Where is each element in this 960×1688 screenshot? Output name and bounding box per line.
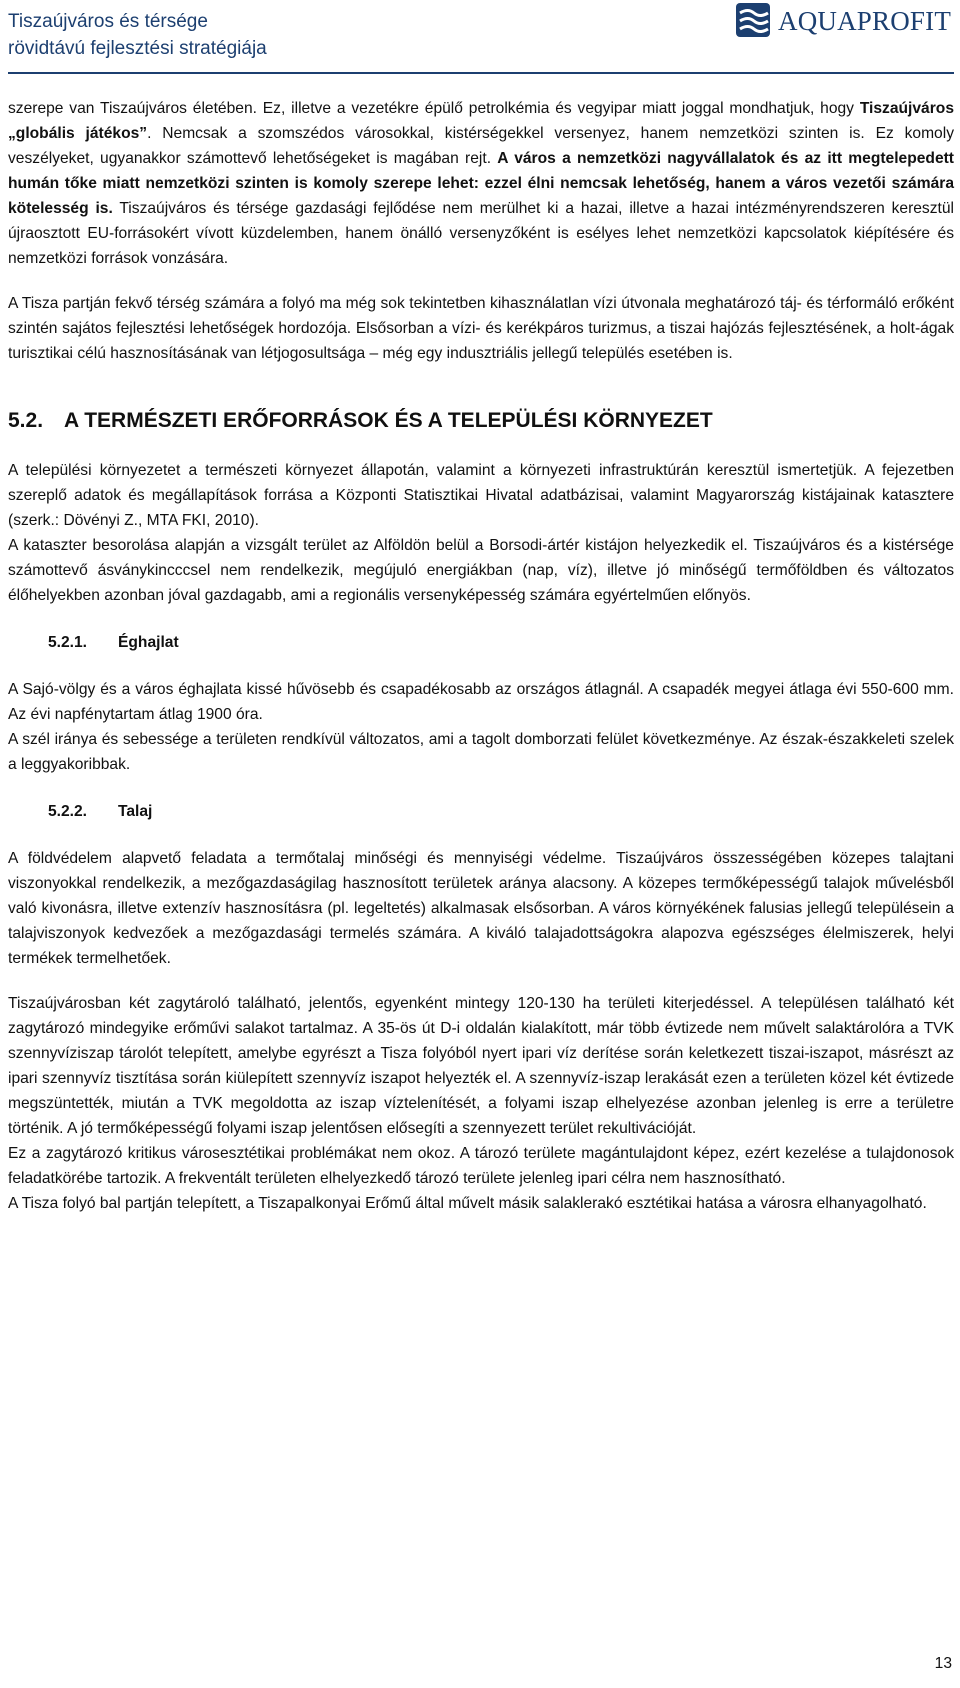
paragraph-text: szerepe van Tiszaújváros életében. Ez, illetve a vezetékre épülő petrolkémia és vegyipar miatt joggal mondhatjuk, hogy xyxy=(8,100,860,117)
paragraph-tailings: Tiszaújvárosban két zagytároló található, jelentős, egyenként mintegy 120-130 ha területi kiterjedéssel. A településen található két zagytározó mindegyike erőművi salakot tartalmaz. A 35-ös út D-i oldalán kialakított, már több évtizede nem művelt salaktárolóra a TVK szennyvíziszap tárolót telepített, amelybe egyrészt a Tisza folyóból nyert ipari víz derítése során keletkezett tiszai-iszapot, másrészt az ipari szennyvíz tisztítása során kiülepített szennyvíz iszapot helyezték el. A szennyvíz-iszap lerakását ezen a területen közel két évtizede megszüntették, miután a TVK megoldotta az iszap víztelenítését, a folyami iszap elhelyezése azonban jelenleg is erre a területre történik. A jó termőképességű folyami iszap jelentősen elősegíti a szennyezett terület rekultivációját. xyxy=(8,995,954,1137)
subsection-heading-climate xyxy=(48,630,954,655)
document-body xyxy=(8,96,954,1216)
paragraph-text: . Nemcsak a szomszédos városokkal, kistérségekkel versenyez, hanem nemzetközi szinten is. Ez komoly veszélyeket, ugyanakkor számottevő lehetőségeket is magában rejt. xyxy=(8,125,954,167)
section-title: A TERMÉSZETI ERŐFORRÁSOK ÉS A TELEPÜLÉSI KÖRNYEZET xyxy=(64,409,713,432)
document-title xyxy=(8,8,267,62)
logo-text: AQUAPROFIT xyxy=(778,6,952,36)
section-heading xyxy=(8,406,954,436)
subsection-title: Éghajlat xyxy=(118,634,179,651)
subsection-number: 5.2.1. xyxy=(48,634,88,651)
header-divider xyxy=(8,72,954,74)
paragraph-tisza: A Tisza partján fekvő térség számára a folyó ma még sok tekintetben kihasználatlan vízi útvonala meghatározó táj- és térformáló erőként szintén sajátos fejlesztési lehetőségek hordozója. Elsősorban a vízi- és kerékpáros turizmus, a tiszai hajózás fejlesztésének, a holt-ágak turisztikai célú hasznosításának van létjogosultsága – még egy indusztriális jellegű település esetében is. xyxy=(8,295,954,362)
paragraph-soil-protection: A földvédelem alapvető feladata a termőtalaj minőségi és mennyiségi védelme. Tiszaújváros összességében közepes talajtani viszonyokkal rendelkezik, a mezőgazdaságilag hasznosított területek aránya alacsony. A közepes termőképességű talajok művelésből való kivonásra, illetve extenzív hasznosításra (pl. legeltetés) alkalmasak elsősorban. A város környékének falusias jellegű településein a talajviszonyok kedvezőek a mezőgazdasági termelés számára. A kiváló talajadottságokra alapozva egészséges élelmiszerek, helyi termékek termelhetőek. xyxy=(8,850,954,967)
aquaprofit-logo xyxy=(732,0,956,44)
page-number: 13 xyxy=(934,1655,952,1672)
paragraph-reservoir: Ez a zagytározó kritikus városesztétikai problémákat nem okoz. A tározó területe magántulajdont képez, ezért kezelése a tulajdonosok feladatkörébe tartozik. A frekventált területen elhelyezkedő tározó területe jelenleg ipari célra nem hasznosítható. xyxy=(8,1145,954,1187)
paragraph-text: Tiszaújváros és térsége gazdasági fejlődése nem merülhet ki a hazai, illetve a hazai intézményrendszeren keresztül újraosztott EU-forrásokért vívott küzdelemben, hanem önálló versenyzőként is esélyes lehet nemzetközi kapcsolatok kiépítésére és nemzetközi források vonzására. xyxy=(8,200,954,267)
document-title-line1: Tiszaújváros és térsége xyxy=(8,11,208,32)
paragraph-kataszter: A kataszter besorolása alapján a vizsgált terület az Alföldön belül a Borsodi-ártér kistájon helyezkedik el. Tiszaújváros és a kistérsége számottevő ásványkincccsel nem rendelkezik, megújuló energiákban (nap, víz), illetve jó minőségű termőföldben és változatos élőhelyekben azonban jóval gazdagabb, ami a regionális versenyképesség számára egyértelműen előnyös. xyxy=(8,537,954,604)
paragraph-slag-dump: A Tisza folyó bal partján telepített, a Tiszapalkonyai Erőmű által művelt másik salaklerakó esztétikai hatása a városra elhanyagolható. xyxy=(8,1195,927,1212)
logo-mark-icon xyxy=(734,1,774,41)
page-header xyxy=(0,0,960,80)
paragraph-sources: A települési környezetet a természeti környezet állapotán, valamint a környezeti infrastruktúrán keresztül ismertetjük. A fejezetben szereplő adatok és megállapítások forrása a Központi Statisztikai Hivatal adatbázisai, valamint Magyarország kistájainak katasztere (szerk.: Dövényi Z., MTA FKI, 2010). xyxy=(8,462,954,529)
subsection-heading-soil xyxy=(48,799,954,824)
bold-phrase: Tiszaújváros „globális játékos” xyxy=(8,100,954,142)
bold-statement: A város a nemzetközi nagyvállalatok és az itt megtelepedett humán tőke miatt nemzetközi szinten is komoly szerepe lehet: ezzel élni nemcsak lehetőség, hanem a város vezetői számára kötelesség is. xyxy=(8,150,954,217)
document-title-line2: rövidtávú fejlesztési stratégiája xyxy=(8,38,267,59)
subsection-number: 5.2.2. xyxy=(48,803,88,820)
subsection-title: Talaj xyxy=(118,803,153,820)
paragraph-global-player xyxy=(8,96,954,271)
section-number: 5.2. xyxy=(8,409,44,432)
paragraph-climate: A Sajó-völgy és a város éghajlata kissé hűvösebb és csapadékosabb az országos átlagnál. A csapadék megyei átlaga évi 550-600 mm. Az évi napfénytartam átlag 1900 óra. xyxy=(8,681,954,723)
paragraph-wind: A szél iránya és sebessége a területen rendkívül változatos, ami a tagolt domborzati felület következménye. Az észak-északkeleti szelek a leggyakoribbak. xyxy=(8,731,954,773)
